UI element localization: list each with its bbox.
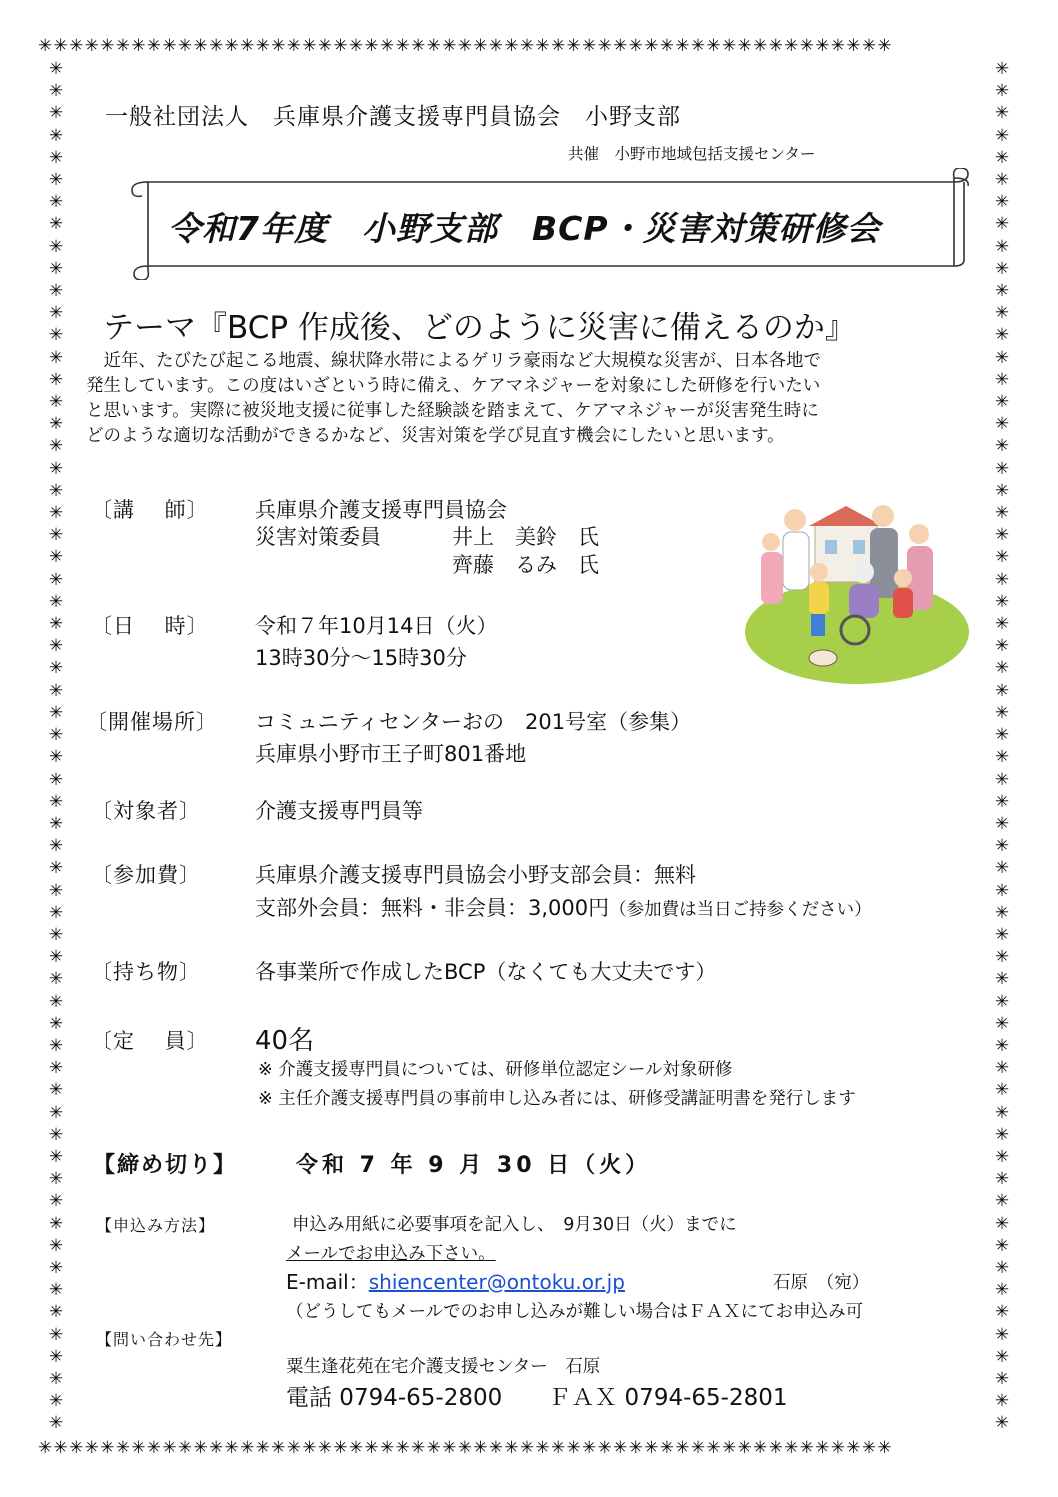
- fee-nonmember: [255, 892, 872, 922]
- intro-line: 近年、たびたび起こる地震、線状降水帯によるゲリラ豪雨など大規模な災害が、日本各地で: [86, 351, 821, 371]
- target-label: 〔対象者〕: [91, 799, 201, 823]
- target-value: 介護支援専門員等: [255, 799, 423, 823]
- email-row: [286, 1266, 625, 1295]
- venue-address: 兵庫県小野市王子町801番地: [255, 742, 527, 766]
- apply-line-1: 申込み用紙に必要事項を記入し、 9月30日（火）までに: [292, 1215, 737, 1235]
- apply-line-2: メールでお申込み下さい。: [286, 1244, 496, 1264]
- email-label: E-mail：: [286, 1270, 369, 1294]
- family-care-illustration-icon: [743, 490, 971, 686]
- recipient: 石原 （宛）: [773, 1273, 870, 1293]
- intro-text: [86, 349, 986, 449]
- fee-member: 兵庫県介護支援専門員協会小野支部会員：無料: [255, 863, 696, 887]
- apply-label: 【申込み方法】: [96, 1216, 216, 1235]
- items-value: 各事業所で作成したBCP（なくても大丈夫です）: [255, 960, 717, 984]
- border-top: ✳✳✳✳✳✳✳✳✳✳✳✳✳✳✳✳✳✳✳✳✳✳✳✳✳✳✳✳✳✳✳✳✳✳✳✳✳✳✳✳✳✳✳✳✳✳✳✳✳✳✳✳✳✳✳: [38, 36, 893, 56]
- items-label: 〔持ち物〕: [91, 960, 201, 984]
- lecturer-label: 〔講 師〕: [91, 498, 209, 522]
- organization-name: 一般社団法人 兵庫県介護支援専門員協会 小野支部: [105, 104, 681, 130]
- border-right: ✳ ✳ ✳ ✳ ✳ ✳ ✳ ✳ ✳ ✳ ✳ ✳ ✳ ✳ ✳ ✳ ✳ ✳ ✳ ✳ ✳ ✳ ✳ ✳ ✳ ✳ ✳ ✳ ✳ ✳ ✳ ✳ ✳ ✳ ✳ ✳ ✳ ✳ ✳ ✳ ✳ ✳ ✳ ✳ ✳ ✳ ✳ ✳ ✳ ✳ ✳ ✳ ✳ ✳ ✳ ✳ ✳ ✳ ✳ ✳ ✳ ✳: [994, 59, 1010, 1434]
- contact-center: 粟生逢花苑在宅介護支援センター 石原: [286, 1357, 601, 1377]
- lecturer-role: 災害対策委員: [255, 525, 381, 549]
- venue-place: コミュニティセンターおの 201号室（参集）: [255, 710, 692, 734]
- event-date: 令和７年10月14日（火）: [255, 614, 498, 638]
- contact-label: 【問い合わせ先】: [96, 1330, 233, 1349]
- capacity-label: 〔定 員〕: [91, 1029, 209, 1053]
- email-link[interactable]: shiencenter@ontoku.or.jp: [368, 1270, 625, 1294]
- capacity-note-1: ※ 介護支援専門員については、研修単位認定シール対象研修: [258, 1060, 733, 1080]
- deadline-value: 令和 7 年 9 月 30 日（火）: [296, 1153, 652, 1178]
- venue-label: 〔開催場所〕: [86, 710, 218, 734]
- contact-phone: 電話 0794-65-2800 ＦＡＸ 0794-65-2801: [286, 1385, 788, 1411]
- border-left: ✳ ✳ ✳ ✳ ✳ ✳ ✳ ✳ ✳ ✳ ✳ ✳ ✳ ✳ ✳ ✳ ✳ ✳ ✳ ✳ ✳ ✳ ✳ ✳ ✳ ✳ ✳ ✳ ✳ ✳ ✳ ✳ ✳ ✳ ✳ ✳ ✳ ✳ ✳ ✳ ✳ ✳ ✳ ✳ ✳ ✳ ✳ ✳ ✳ ✳ ✳ ✳ ✳ ✳ ✳ ✳ ✳ ✳ ✳ ✳ ✳ ✳: [48, 59, 64, 1434]
- capacity-note-2: ※ 主任介護支援専門員の事前申し込み者には、研修受講証明書を発行します: [258, 1089, 856, 1109]
- fee-note: （参加費は当日ご持参ください）: [609, 900, 872, 920]
- lecturer-name-2: 齊藤 るみ 氏: [452, 553, 599, 577]
- intro-line: 発生しています。この度はいざという時に備え、ケアマネジャーを対象にした研修を行いたい: [86, 376, 821, 396]
- lecturer-name-1: 井上 美鈴 氏: [452, 525, 599, 549]
- cohost: 共催 小野市地域包括支援センター: [568, 145, 816, 163]
- fax-note: （どうしてもメールでのお申し込みが難しい場合はＦＡＸにてお申込み可: [286, 1302, 864, 1322]
- page-title: 令和7年度 小野支部 BCP・災害対策研修会: [168, 209, 881, 248]
- intro-line: どのような適切な活動ができるかなど、災害対策を学び見直す機会にしたいと思います。: [86, 426, 785, 446]
- fee-nonmember-text: 支部外会員：無料・非会員：3,000円: [255, 896, 610, 920]
- intro-line: と思います。実際に被災地支援に従事した経験談を踏まえて、ケアマネジャーが災害発生時に: [86, 401, 819, 421]
- border-bottom: ✳✳✳✳✳✳✳✳✳✳✳✳✳✳✳✳✳✳✳✳✳✳✳✳✳✳✳✳✳✳✳✳✳✳✳✳✳✳✳✳✳✳✳✳✳✳✳✳✳✳✳✳✳✳✳: [38, 1438, 893, 1458]
- lecturer-org: 兵庫県介護支援専門員協会: [255, 498, 507, 522]
- event-time: 13時30分〜15時30分: [255, 646, 467, 670]
- capacity-value: 40名: [255, 1026, 315, 1056]
- deadline-label: 【締め切り】: [93, 1153, 238, 1178]
- fee-label: 〔参加費〕: [91, 863, 201, 887]
- datetime-label: 〔日 時〕: [91, 614, 209, 638]
- theme: テーマ『BCP 作成後、どのように災害に備えるのか』: [103, 310, 856, 346]
